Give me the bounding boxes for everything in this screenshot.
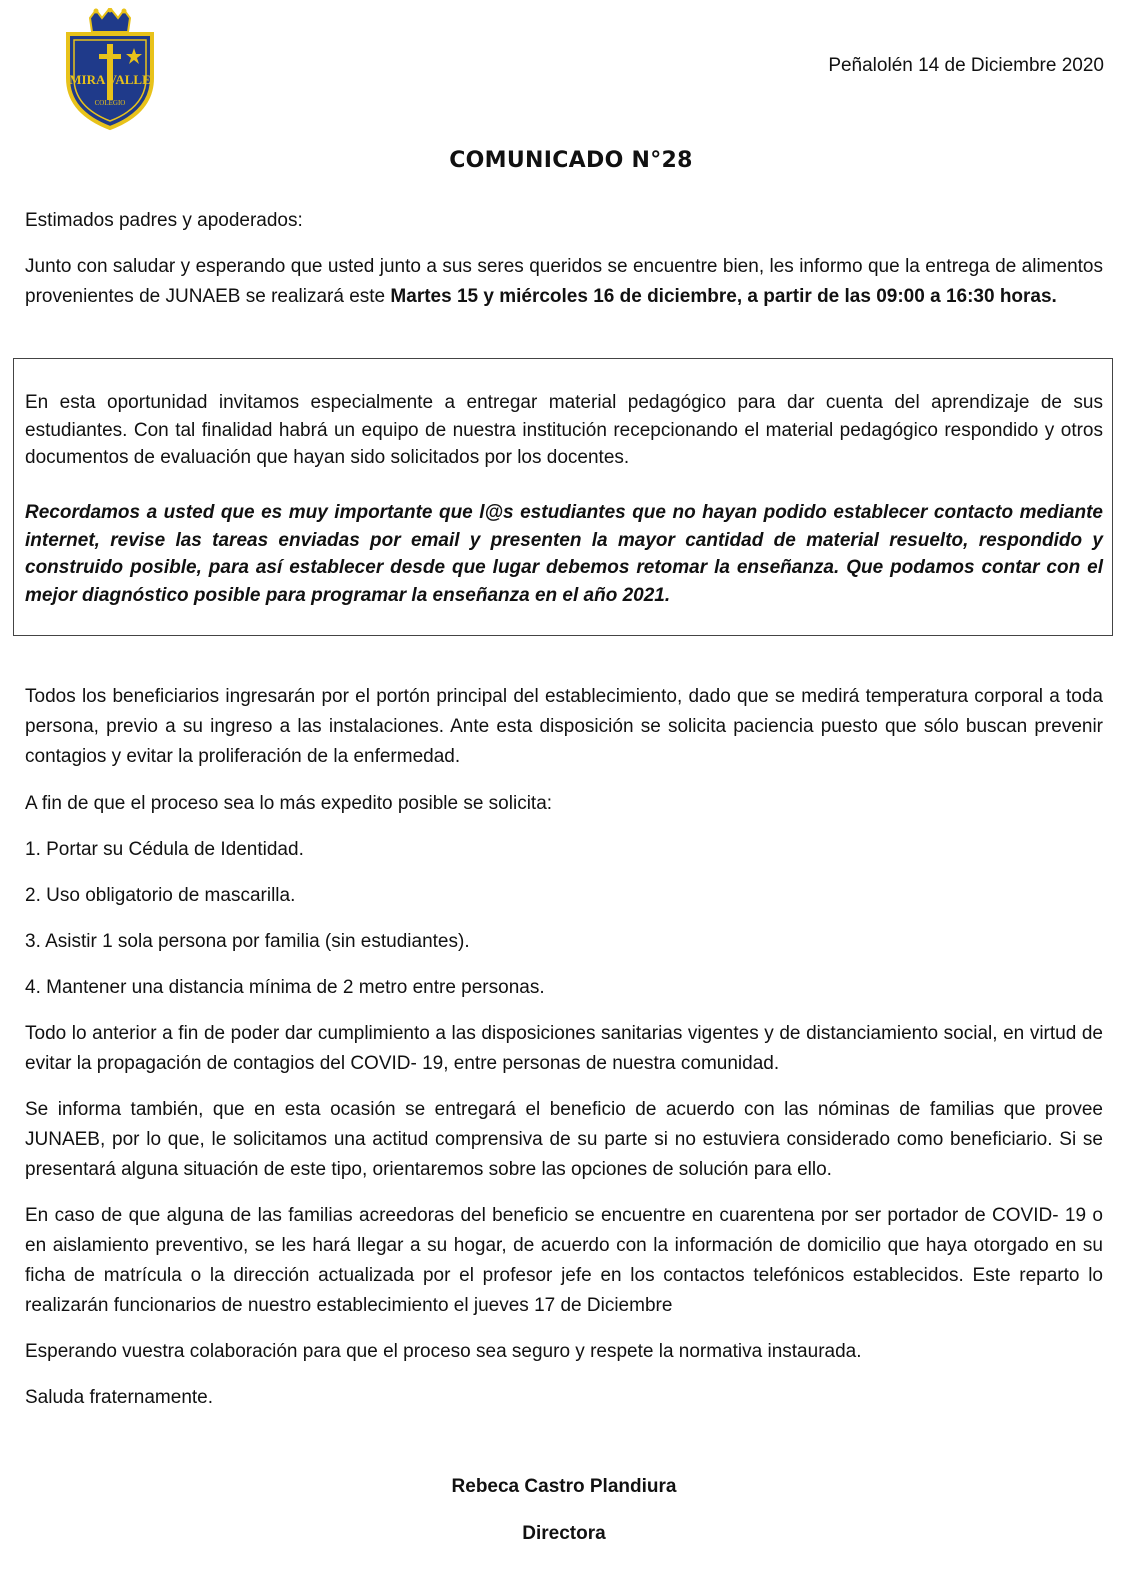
list-item: 4. Mantener una distancia mínima de 2 metro entre personas. xyxy=(25,977,545,998)
nominas-paragraph: Se informa también, que en esta ocasión se entregará el beneficio de acuerdo con las nóminas de familias que provee JUNAEB, por lo que, le solicitamos una actitud comprensiva de su parte si no estuviera considerado como beneficiario. Si se presentará alguna situación de este tipo, orientaremos sobre las opciones de solución para ello. xyxy=(25,1099,1103,1180)
list-item: 2. Uso obligatorio de mascarilla. xyxy=(25,885,296,906)
intro-bold-dates: Martes 15 y miércoles 16 de diciembre, a partir de las 09:00 a 16:30 horas. xyxy=(390,286,1057,307)
entry-paragraph: Todos los beneficiarios ingresarán por el portón principal del establecimiento, dado que se medirá temperatura corporal a toda persona, previo a su ingreso a las instalaciones. Ante esta disposición se solicita paciencia puesto que sólo buscan prevenir contagios y evitar la proliferación de la enfermedad. xyxy=(25,686,1103,767)
closing-paragraph: Esperando vuestra colaboración para que el proceso sea seguro y respete la normativa instaurada. xyxy=(25,1341,862,1362)
school-crest-logo xyxy=(62,8,158,132)
list-item: 1. Portar su Cédula de Identidad. xyxy=(25,839,304,860)
farewell: Saluda fraternamente. xyxy=(25,1387,214,1408)
intro-paragraph xyxy=(25,252,1103,312)
signatory-name: Rebeca Castro Plandiura xyxy=(451,1476,677,1497)
list-item: 3. Asistir 1 sola persona por familia (sin estudiantes). xyxy=(25,931,470,952)
svg-text:MIRA VALLE: MIRA VALLE xyxy=(69,72,151,87)
document-date: Peñalolén 14 de Diciembre 2020 xyxy=(828,55,1104,76)
boxed-paragraph-reminder: Recordamos a usted que es muy importante que l@s estudiantes que no hayan podido establecer contacto mediante internet, revise las tareas enviadas por email y presenten la mayor cantidad de material resuelto, respondido y construido posible, para así establecer desde que lugar debemos retomar la enseñanza. Que podamos contar con el mejor diagnóstico posible para programar la enseñanza en el año 2021. xyxy=(25,502,1103,606)
compliance-paragraph: Todo lo anterior a fin de poder dar cumplimiento a las disposiciones sanitarias vigentes y de distanciamiento social, en virtud de evitar la propagación de contagios del COVID- 19, entre personas de nuestra comunidad. xyxy=(25,1023,1103,1074)
boxed-paragraph-material: En esta oportunidad invitamos especialmente a entregar material pedagógico para dar cuenta del aprendizaje de sus estudiantes. Con tal finalidad habrá un equipo de nuestra institución recepcionando el material pedagógico respondido y otros documentos de evaluación que hayan sido solicitados por los docentes. xyxy=(25,392,1103,468)
list-intro: A fin de que el proceso sea lo más expedito posible se solicita: xyxy=(25,793,553,814)
intro-text: Junto con saludar y esperando que usted junto a sus seres queridos se encuentre bien, les informo que la entrega de alimentos provenientes de JUNAEB se realizará este xyxy=(25,256,1103,307)
signatory-role: Directora xyxy=(522,1523,606,1544)
document-title: COMUNICADO N°28 xyxy=(449,148,693,173)
svg-text:COLEGIO: COLEGIO xyxy=(94,99,126,107)
quarantine-paragraph: En caso de que alguna de las familias acreedoras del beneficio se encuentre en cuarentena por ser portador de COVID- 19 o en aislamiento preventivo, se les hará llegar a su hogar, de acuerdo con la información de domicilio que haya otorgado en su ficha de matrícula o la dirección actualizada por el profesor jefe en los contactos telefónicos establecidos. Este reparto lo realizarán funcionarios de nuestro establecimiento el jueves 17 de Diciembre xyxy=(25,1205,1103,1316)
greeting: Estimados padres y apoderados: xyxy=(25,210,303,231)
